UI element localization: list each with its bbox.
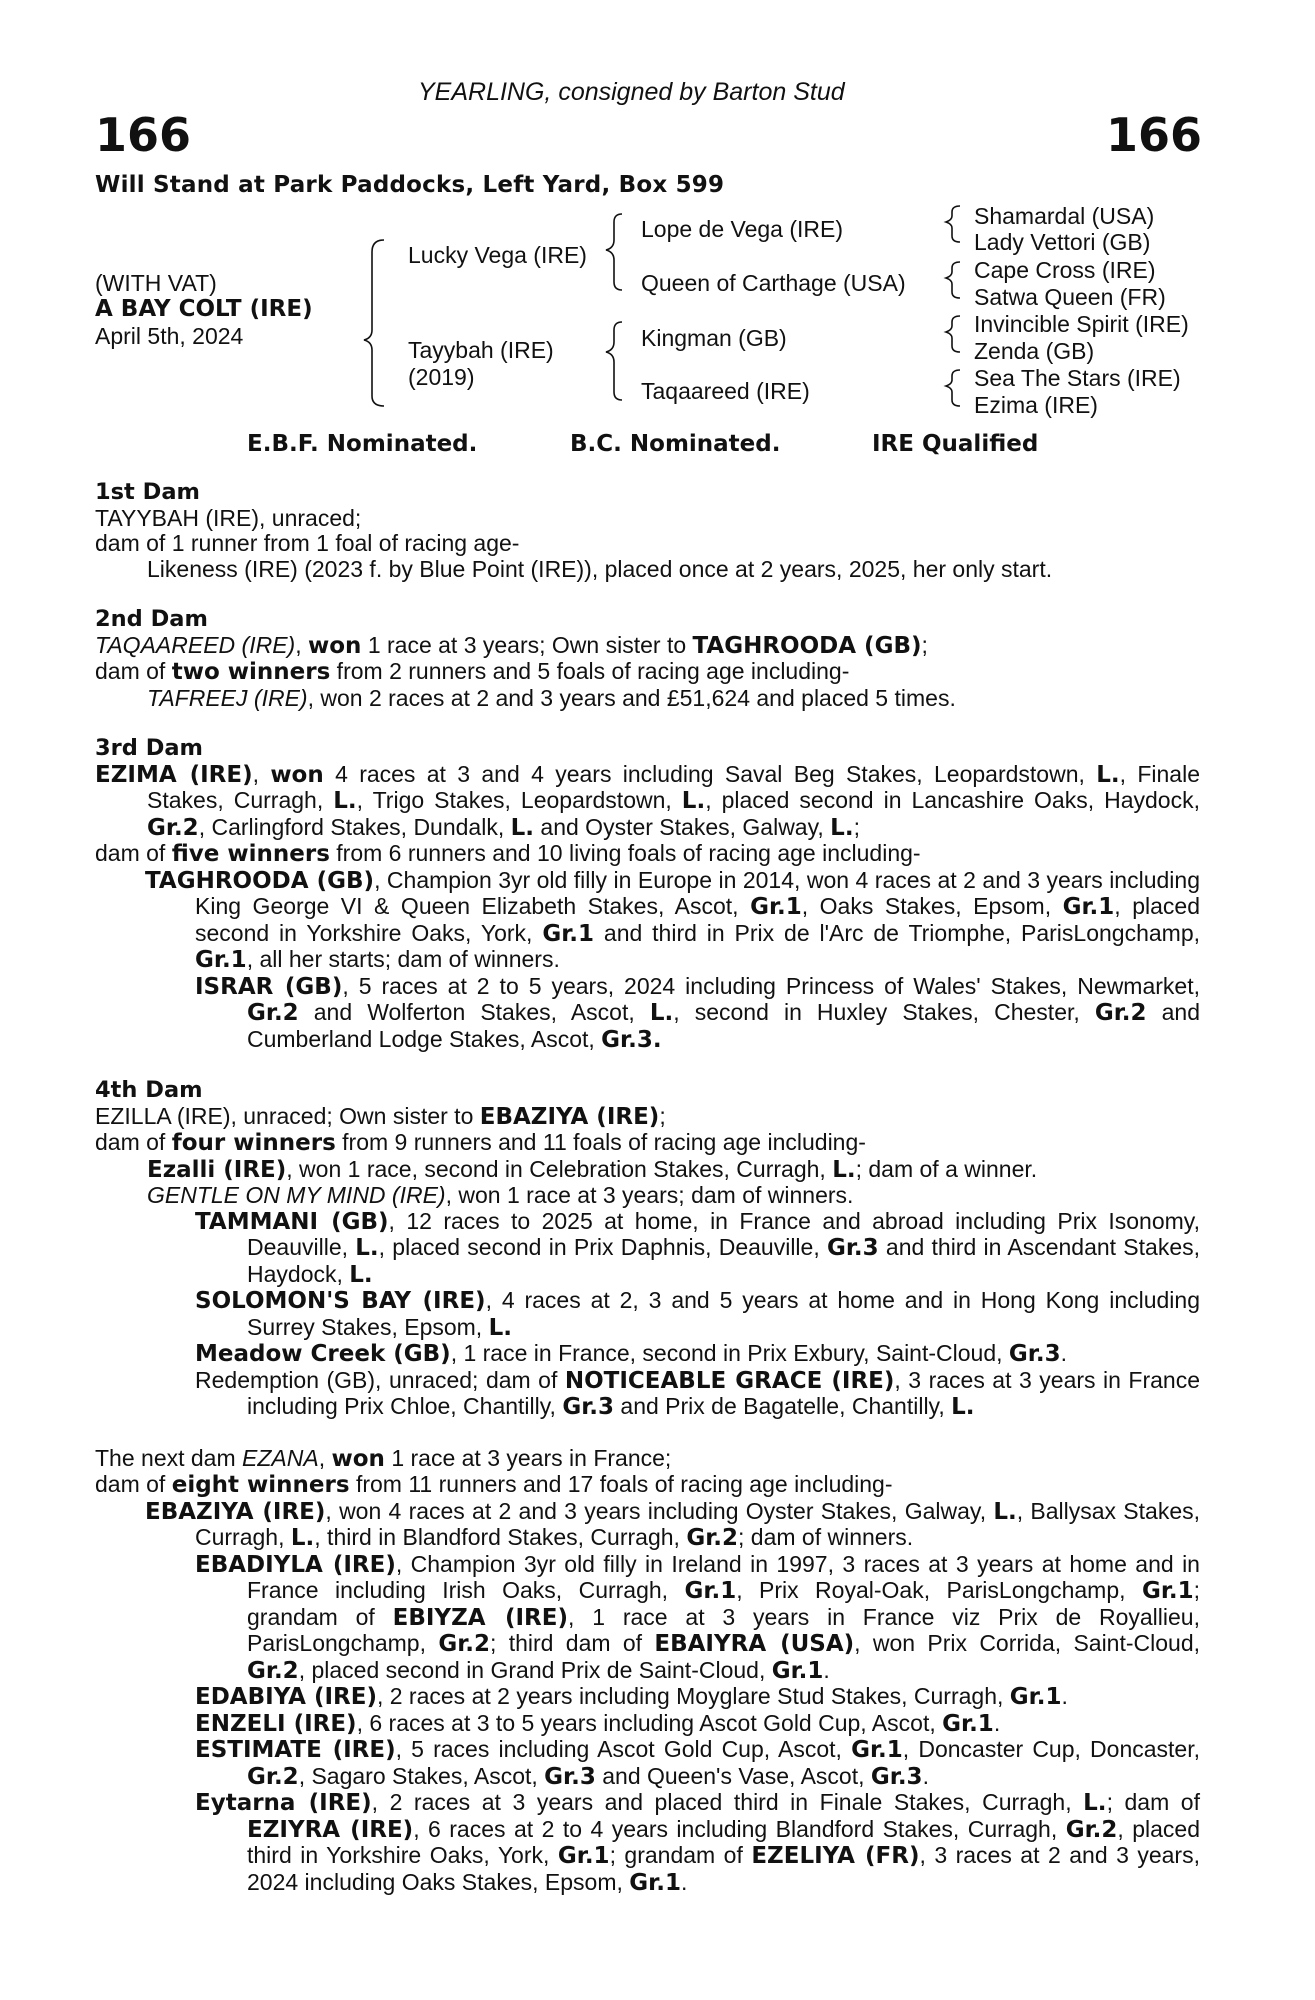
text: and third in Prix de l'Arc de Triomphe, ParisLongchamp,: [594, 919, 1200, 946]
text: , 2 races at 3 years and placed third in Finale Stakes, Curragh,: [371, 1789, 1084, 1815]
bold-text: Gr.1: [1009, 1684, 1062, 1710]
produce-record: [95, 480, 1200, 1921]
bold-text: Gr.1: [851, 1737, 903, 1763]
bold-text: L.: [333, 788, 357, 814]
text: , Trigo Stakes, Leopardstown,: [356, 787, 682, 813]
nomination-bc: B.C. Nominated.: [570, 431, 781, 457]
record-line: [95, 686, 1200, 712]
text: , Champion 3yr old filly in Ireland in 1997, 3 races at 3 years at home and in France including Irish Oaks, Curragh,: [247, 1550, 1200, 1603]
bold-text: won: [331, 1445, 385, 1472]
record-line: [95, 762, 1200, 842]
text: , all her starts; dam of winners.: [246, 946, 560, 972]
text: and third in Ascendant Stakes, Haydock,: [247, 1234, 1201, 1287]
text: ,: [252, 760, 271, 787]
record-line: [95, 1446, 1200, 1473]
text: , Doncaster Cup, Doncaster,: [902, 1736, 1200, 1762]
text: , 5 races at 2 to 5 years, 2024 including Princess of Wales' Stakes, Newmarket,: [342, 972, 1200, 999]
text: dam of: [95, 658, 172, 684]
pedigree-sire-sire: Lope de Vega (IRE): [641, 216, 844, 242]
bold-text: won: [270, 761, 324, 788]
text: , 6 races at 3 to 5 years including Ascot Gold Cup, Ascot,: [356, 1709, 943, 1736]
text: ; third dam of: [490, 1630, 655, 1656]
text: , placed second in Grand Prix de Saint-Cloud,: [298, 1656, 772, 1683]
text: , won 1 race at 3 years; dam of winners.: [445, 1182, 854, 1208]
text: , won Prix Corrida, Saint-Cloud,: [854, 1630, 1201, 1656]
bold-text: L.: [1096, 761, 1120, 788]
text: The next dam: [95, 1444, 243, 1471]
text: .: [993, 1709, 1001, 1736]
text: .: [1061, 1683, 1068, 1709]
record-line: [95, 974, 1200, 1054]
record-line: [95, 1368, 1200, 1421]
text: EZILLA (IRE), unraced; Own sister to: [95, 1102, 480, 1129]
bold-text: L.: [993, 1498, 1017, 1525]
bold-text: Ezalli (IRE): [147, 1156, 287, 1183]
text: , placed second in Prix Daphnis, Deauville,: [378, 1234, 827, 1260]
italic-text: EZANA: [242, 1444, 319, 1471]
bold-text: Gr.3: [870, 1763, 923, 1790]
bold-text: NOTICEABLE GRACE (IRE): [564, 1367, 895, 1394]
bold-text: Gr.1: [750, 894, 802, 920]
bold-text: four winners: [171, 1130, 336, 1156]
text: from 11 runners and 17 foals of racing age including-: [349, 1471, 893, 1497]
bold-text: won: [308, 632, 362, 659]
text: .: [1060, 1340, 1067, 1366]
text: , Carlingford Stakes, Dundalk,: [198, 813, 511, 840]
lot-number-right: 166: [1105, 108, 1202, 162]
text: , 12 races to 2025 at home, in France and abroad including Prix Isonomy, Deauville,: [247, 1207, 1200, 1260]
bold-text: Gr.1: [629, 1869, 681, 1896]
record-line: [95, 1737, 1200, 1790]
bold-text: Gr.2: [1065, 1816, 1118, 1843]
text: , Champion 3yr old filly in Europe in 2014, won 4 races at 2 and 3 years including King George VI & Queen Elizabeth Stakes, Ascot,: [195, 866, 1200, 919]
text: , 4 races at 2, 3 and 5 years at home and in Hong Kong including Surrey Stakes, Epsom,: [247, 1287, 1200, 1340]
bold-text: TAGHROODA (GB): [692, 632, 922, 659]
text: , Prix Royal-Oak, ParisLongchamp,: [736, 1577, 1142, 1603]
bold-text: EBADIYLA (IRE): [195, 1551, 396, 1578]
record-line: [95, 1104, 1200, 1131]
pedigree-ggs-1: Shamardal (USA): [974, 203, 1155, 229]
bold-text: EBAZIYA (IRE): [145, 1498, 326, 1525]
bold-text: ESTIMATE (IRE): [195, 1737, 396, 1763]
text: , second in Huxley Stakes, Chester,: [673, 999, 1095, 1025]
dam-section: [95, 480, 1200, 582]
text: and Oyster Stakes, Galway,: [534, 813, 831, 840]
record-line: [95, 1499, 1200, 1552]
vat-note: (WITH VAT): [95, 270, 217, 296]
record-line: [95, 1684, 1200, 1711]
record-line: [95, 841, 1200, 868]
text: , 2 races at 2 years including Moyglare Stud Stakes, Curragh,: [376, 1683, 1010, 1709]
bold-text: ENZELI (IRE): [195, 1710, 357, 1737]
horse-dob: April 5th, 2024: [95, 323, 244, 349]
bold-text: eight winners: [171, 1472, 350, 1498]
nomination-ebf: E.B.F. Nominated.: [247, 431, 478, 457]
text: dam of: [95, 840, 172, 866]
pedigree-dam-year: (2019): [408, 364, 475, 390]
pedigree-dam-dam: Taqaareed (IRE): [641, 378, 810, 404]
bold-text: Gr.3: [1008, 1341, 1061, 1367]
italic-text: TAFREEJ (IRE): [147, 684, 308, 711]
record-line: [95, 531, 1200, 557]
text: dam of: [95, 1129, 172, 1155]
bold-text: L.: [349, 1261, 373, 1288]
text: , 5 races including Ascot Gold Cup, Ascot,: [395, 1736, 852, 1762]
text: 4 races at 3 and 4 years including Saval Beg Stakes, Leopardstown,: [323, 760, 1097, 787]
bold-text: Eytarna (IRE): [195, 1790, 372, 1816]
pedigree-ggs-5: Invincible Spirit (IRE): [974, 311, 1189, 337]
bold-text: EBIYZA (IRE): [392, 1604, 568, 1631]
bold-text: Gr.2: [686, 1525, 738, 1551]
record-line: [95, 506, 1200, 532]
bold-text: Gr.1: [684, 1578, 737, 1604]
text: , placed third in Yorkshire Oaks, York,: [247, 1815, 1200, 1868]
bold-text: TAMMANI (GB): [195, 1208, 389, 1235]
pedigree-ggs-8: Ezima (IRE): [974, 392, 1098, 418]
text: ,: [318, 1444, 332, 1471]
text: .: [823, 1656, 830, 1683]
bold-text: Gr.3: [544, 1763, 596, 1790]
pedigree-ggs-3: Cape Cross (IRE): [974, 257, 1156, 283]
text: , placed second in Yorkshire Oaks, York,: [195, 893, 1200, 946]
bold-text: EZIMA (IRE): [95, 761, 253, 788]
bold-text: EBAIYRA (USA): [654, 1631, 855, 1657]
pedigree-ggs-6: Zenda (GB): [974, 338, 1095, 364]
bold-text: Gr.1: [557, 1843, 610, 1869]
bold-text: Gr.3: [826, 1235, 879, 1261]
bold-text: Gr.1: [942, 1710, 994, 1737]
pedigree-ggs-2: Lady Vettori (GB): [974, 229, 1151, 255]
bold-text: EDABIYA (IRE): [195, 1684, 377, 1710]
text: , 6 races at 2 to 4 years including Blandford Stakes, Curragh,: [413, 1815, 1066, 1842]
text: , won 2 races at 2 and 3 years and £51,624 and placed 5 times.: [307, 684, 956, 711]
bold-text: two winners: [171, 659, 331, 685]
record-line: [95, 1472, 1200, 1499]
horse-name: A BAY COLT (IRE): [95, 296, 313, 322]
bold-text: Gr.1: [1062, 894, 1115, 920]
bold-text: Gr.2: [438, 1631, 491, 1657]
bold-text: Gr.2: [247, 1763, 299, 1790]
italic-text: TAQAAREED (IRE): [95, 631, 296, 658]
pedigree-ggs-4: Satwa Queen (FR): [974, 284, 1166, 310]
bold-text: L.: [681, 788, 706, 814]
bold-text: SOLOMON'S BAY (IRE): [195, 1288, 486, 1314]
text: ,: [295, 631, 308, 658]
text: ; grandam of: [609, 1842, 752, 1868]
bold-text: L.: [355, 1235, 379, 1261]
text: Likeness (IRE) (2023 f. by Blue Point (IRE)), placed once at 2 years, 2025, her only start.: [147, 555, 1053, 582]
text: .: [922, 1762, 929, 1789]
bold-text: L.: [830, 814, 854, 841]
bold-text: L.: [290, 1525, 315, 1551]
text: , placed second in Lancashire Oaks, Haydock,: [705, 787, 1200, 813]
bold-text: Gr.2: [147, 814, 199, 841]
record-line: [95, 633, 1200, 660]
pedigree-ggs-7: Sea The Stars (IRE): [974, 365, 1181, 391]
bold-text: Gr.2: [247, 1000, 299, 1026]
bold-text: EZELIYA (FR): [751, 1843, 920, 1869]
bold-text: five winners: [171, 841, 330, 867]
bold-text: L.: [832, 1156, 856, 1183]
text: and Cumberland Lodge Stakes, Ascot,: [247, 999, 1200, 1052]
text: ;: [921, 631, 928, 658]
bold-text: Gr.3.: [601, 1026, 662, 1053]
record-line: [95, 1790, 1200, 1896]
bold-text: L.: [510, 814, 535, 841]
record-line: [95, 1183, 1200, 1209]
text: TAYYBAH (IRE), unraced;: [95, 504, 362, 531]
text: ; dam of winners.: [738, 1524, 914, 1550]
pedigree-dam: Tayybah (IRE): [408, 337, 554, 363]
dam-heading: 2nd Dam: [95, 606, 208, 632]
bold-text: EBAZIYA (IRE): [479, 1103, 660, 1130]
text: , Oaks Stakes, Epsom,: [801, 893, 1063, 919]
text: , Ballysax Stakes, Curragh,: [195, 1497, 1200, 1550]
dam-heading: 3rd Dam: [95, 735, 203, 761]
record-line: [95, 1157, 1200, 1184]
dam-section: [95, 1078, 1200, 1421]
bold-text: Meadow Creek (GB): [195, 1341, 451, 1367]
text: from 9 runners and 11 foals of racing age including-: [335, 1129, 866, 1155]
pedigree-sire: Lucky Vega (IRE): [408, 242, 587, 268]
bold-text: Gr.1: [542, 920, 595, 947]
record-line: [95, 1552, 1200, 1685]
text: Redemption (GB), unraced; dam of: [195, 1366, 565, 1393]
text: ; dam of: [1106, 1789, 1200, 1815]
text: , won 4 races at 2 and 3 years including Oyster Stakes, Galway,: [325, 1497, 994, 1524]
record-line: [95, 1209, 1200, 1289]
record-line: [95, 868, 1200, 974]
bold-text: L.: [1083, 1790, 1107, 1816]
bold-text: L.: [951, 1394, 975, 1420]
dam-section: [95, 736, 1200, 1053]
bold-text: L.: [649, 1000, 674, 1026]
dam-section: [95, 1446, 1200, 1897]
text: ; grandam of: [247, 1577, 1201, 1630]
text: and Prix de Bagatelle, Chantilly,: [614, 1393, 952, 1419]
record-line: [95, 557, 1200, 583]
bold-text: Gr.2: [247, 1657, 299, 1684]
catalogue-subtitle: YEARLING, consigned by Barton Stud: [418, 78, 845, 106]
text: 1 race at 3 years; Own sister to: [361, 631, 693, 658]
text: ;: [853, 813, 860, 840]
bold-text: EZIYRA (IRE): [247, 1816, 414, 1843]
italic-text: GENTLE ON MY MIND (IRE): [147, 1182, 446, 1208]
text: , Finale Stakes, Curragh,: [147, 760, 1200, 813]
text: dam of 1 runner from 1 foal of racing age-: [95, 530, 520, 556]
bold-text: Gr.1: [771, 1657, 824, 1684]
pedigree-dam-sire: Kingman (GB): [641, 325, 787, 351]
qualification-ire: IRE Qualified: [872, 431, 1039, 457]
text: , 1 race at 3 years in France viz Prix de Royallieu, ParisLongchamp,: [247, 1603, 1200, 1656]
lot-number-left: 166: [95, 108, 192, 162]
text: , 3 races at 2 and 3 years, 2024 including Oaks Stakes, Epsom,: [247, 1842, 1200, 1895]
text: dam of: [95, 1471, 172, 1497]
bold-text: Gr.1: [195, 947, 247, 973]
text: from 2 runners and 5 foals of racing age including-: [330, 658, 850, 684]
text: , third in Blandford Stakes, Curragh,: [314, 1524, 687, 1550]
text: 1 race at 3 years in France;: [384, 1444, 672, 1471]
text: and Queen's Vase, Ascot,: [595, 1762, 871, 1789]
record-line: [95, 659, 1200, 686]
bold-text: L.: [488, 1314, 512, 1341]
bold-text: ISRAR (GB): [195, 973, 343, 1000]
text: , 1 race in France, second in Prix Exbury, Saint-Cloud,: [450, 1340, 1009, 1366]
stand-location: Will Stand at Park Paddocks, Left Yard, Box 599: [95, 172, 725, 198]
bold-text: Gr.3: [562, 1394, 615, 1420]
bold-text: Gr.1: [1141, 1578, 1194, 1604]
pedigree-sire-dam: Queen of Carthage (USA): [641, 270, 906, 296]
record-line: [95, 1711, 1200, 1738]
text: ; dam of a winner.: [855, 1155, 1038, 1182]
record-line: [95, 1341, 1200, 1368]
bold-text: TAGHROODA (GB): [145, 867, 375, 894]
text: and Wolferton Stakes, Ascot,: [298, 999, 650, 1025]
dam-heading: 4th Dam: [95, 1077, 203, 1103]
record-line: [95, 1288, 1200, 1341]
text: , Sagaro Stakes, Ascot,: [298, 1762, 545, 1789]
text: , won 1 race, second in Celebration Stakes, Curragh,: [286, 1155, 833, 1182]
text: from 6 runners and 10 living foals of racing age including-: [329, 840, 921, 866]
dam-section: [95, 607, 1200, 711]
record-line: [95, 1130, 1200, 1157]
text: , 3 races at 3 years in France including Prix Chloe, Chantilly,: [247, 1366, 1200, 1419]
text: ;: [659, 1102, 666, 1129]
dam-heading: 1st Dam: [95, 479, 200, 505]
text: .: [680, 1868, 688, 1895]
bold-text: Gr.2: [1094, 1000, 1147, 1026]
